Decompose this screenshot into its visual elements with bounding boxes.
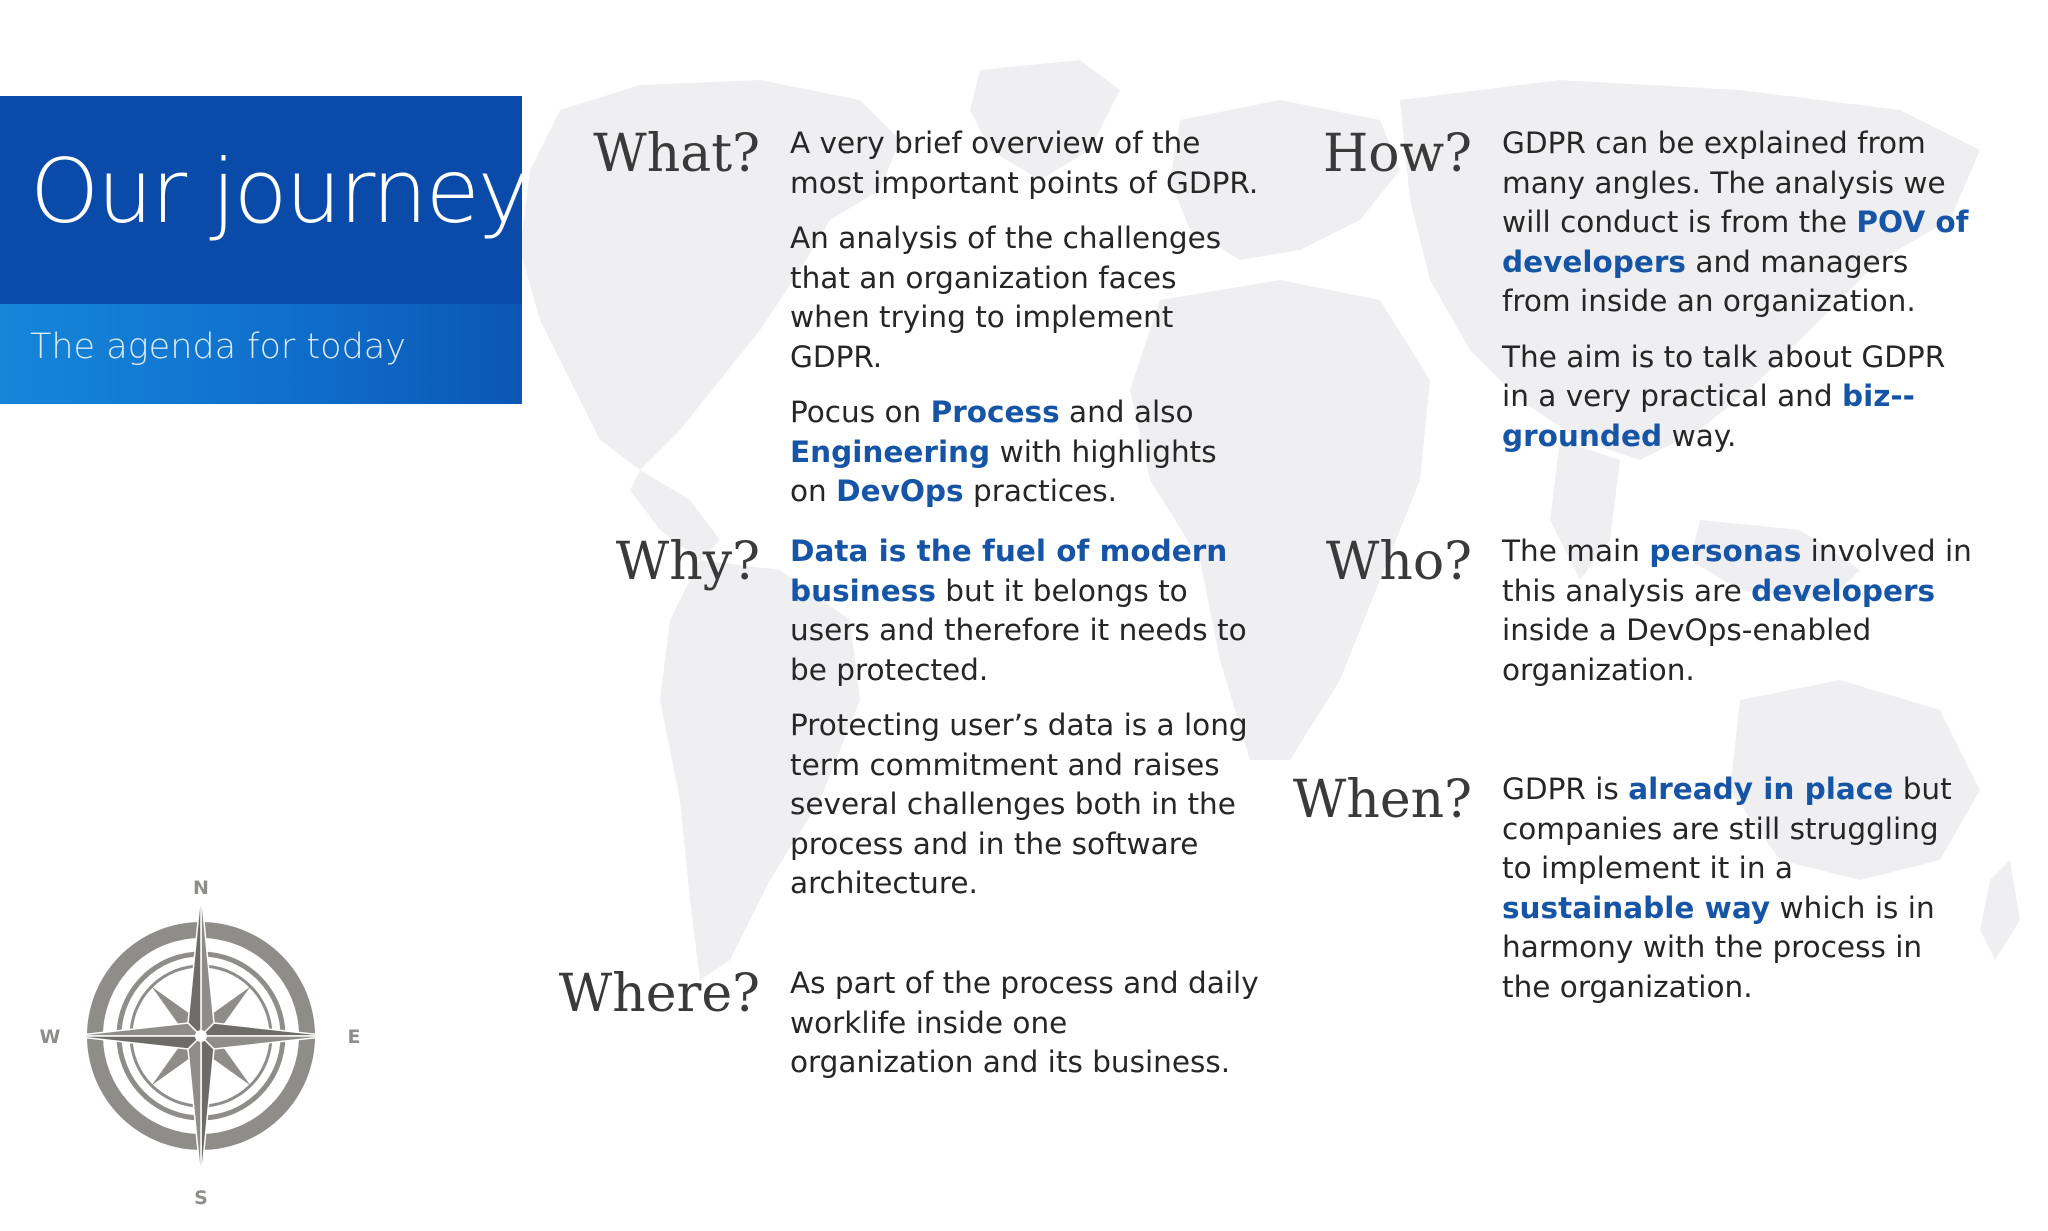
answer-text: but it belongs to users and therefore it needs to be protected. [790,573,1247,687]
answer-text: but companies are still struggling to implement it in a [1502,772,1952,885]
answer-text: A very brief overview of the most important points of GDPR. [790,126,1259,200]
answer-paragraph [790,706,1260,904]
answer-text: and managers from inside an organization. [1502,244,1916,318]
compass-west-label: W [39,1026,61,1048]
answer-paragraph [1502,532,1972,690]
question-when: When? [1292,770,1472,830]
highlight-text: sustainable way [1502,890,1771,925]
compass-north-label: N [193,877,209,899]
answer-text: The main [1502,534,1650,568]
answer-text: The aim is to talk about GDPR in a very practical and [1502,339,1946,413]
answer-text: An analysis of the challenges that an organization faces when trying to implement GDPR. [790,221,1222,374]
answer-paragraph [790,219,1260,377]
answer-how [1502,124,1972,472]
answer-text: GDPR is [1502,772,1629,806]
answer-who [1502,532,1972,706]
answer-paragraph [790,124,1260,203]
highlight-text: already in place [1628,772,1894,806]
highlight-text: developers [1751,573,1936,608]
answer-paragraph [790,532,1260,690]
answer-text: inside a DevOps-enabled organization. [1502,613,1872,687]
answer-paragraph [1502,770,1972,1007]
highlight-text: Data is the fuel of modern business [790,534,1228,608]
highlight-text: personas [1649,534,1802,568]
answer-text: As part of the process and daily worklife inside one organization and its business. [790,966,1259,1079]
answer-text: way. [1662,418,1737,453]
question-what: What? [593,124,760,184]
compass-rose-icon [36,866,366,1206]
answer-text: and also [1059,395,1194,429]
answer-paragraph [1502,124,1972,322]
highlight-text: biz--grounded [1502,379,1915,453]
page-title: Our journey [30,140,528,243]
highlight-text: DevOps [836,474,964,508]
question-who: Who? [1325,532,1472,592]
answer-why [790,532,1260,920]
answer-what [790,124,1260,528]
question-where: Where? [558,964,760,1024]
answer-paragraph [790,393,1260,512]
answer-text: involved in this analysis are [1502,534,1972,608]
highlight-text: POV of developers [1502,205,1969,279]
page-subtitle: The agenda for today [30,327,406,367]
answer-where [790,964,1260,1099]
highlight-text: Process [930,395,1060,429]
answer-text: GDPR can be explained from many angles. The analysis we will conduct is from the [1502,126,1946,239]
answer-when [1502,770,1972,1023]
answer-text: practices. [963,474,1118,508]
compass-east-label: E [347,1026,361,1048]
highlight-text: Engineering [790,434,991,469]
answer-text: Pocus on [790,395,931,429]
answer-text: Protecting user’s data is a long term commitment and raises several challenges both in the process and in the software architecture. [790,708,1248,900]
question-how: How? [1322,124,1472,184]
question-why: Why? [615,532,760,592]
answer-paragraph [790,964,1260,1083]
answer-text: which is in harmony with the process in the organization. [1502,890,1935,1004]
compass-south-label: S [194,1187,208,1206]
answer-paragraph [1502,338,1972,457]
answer-text: with highlights on [790,434,1217,508]
